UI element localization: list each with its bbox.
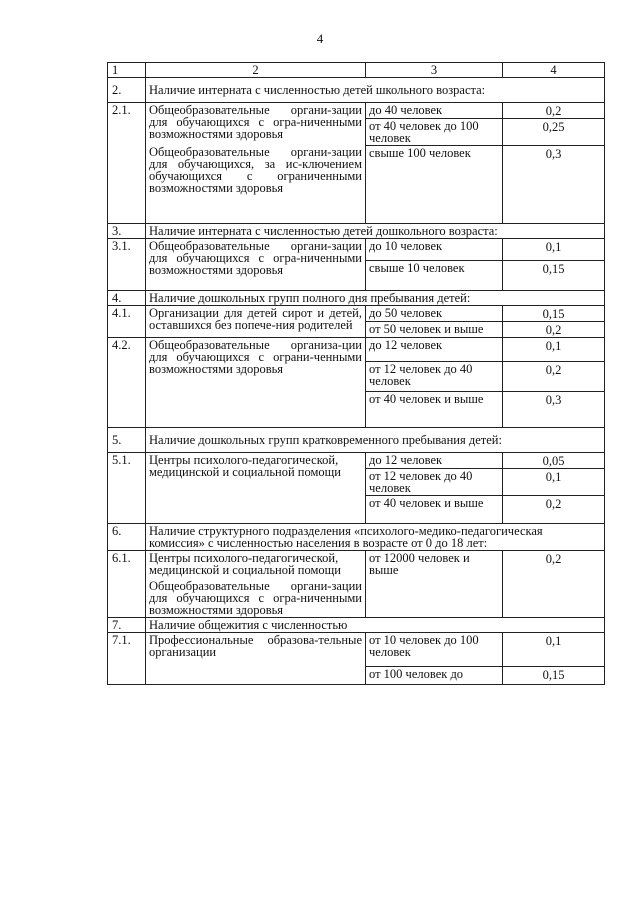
section-row — [108, 224, 605, 239]
value-cell: 0,15 — [503, 306, 605, 322]
value-cell: 0,25 — [503, 119, 605, 146]
value-cell: 0,1 — [503, 469, 605, 496]
section-row — [108, 618, 605, 633]
range-cell: от 10 человек до 100 человек — [366, 633, 503, 667]
header-cell: 4 — [503, 63, 605, 78]
section-number: 2. — [108, 78, 146, 103]
table-header-row — [108, 63, 605, 78]
table-row — [108, 338, 605, 362]
description-text: Общеобразовательные органи-зации для обучающихся с огра-ниченными возможностями здоровья — [149, 103, 362, 141]
range-cell: от 100 человек до — [366, 667, 503, 685]
row-description: Общеобразовательные организа-ции для обучающихся с ограни-ченными возможностями здоровья — [146, 338, 366, 428]
row-number: 5.1. — [108, 453, 146, 524]
header-cell: 2 — [146, 63, 366, 78]
header-cell: 1 — [108, 63, 146, 78]
section-row — [108, 291, 605, 306]
header-cell: 3 — [366, 63, 503, 78]
section-number: 3. — [108, 224, 146, 239]
range-cell: до 12 человек — [366, 338, 503, 362]
range-cell: свыше 10 человек — [366, 261, 503, 291]
row-description: Организации для детей сирот и детей, оставшихся без попече-ния родителей — [146, 306, 366, 338]
table-row — [108, 306, 605, 322]
row-description: Общеобразовательные органи-зации для обучающихся с огра-ниченными возможностями здоровья — [146, 239, 366, 291]
value-cell: 0,2 — [503, 362, 605, 392]
section-title: Наличие интерната с численностью детей школьного возраста: — [146, 78, 605, 103]
description-text: Центры психолого-педагогической, медицинской и социальной помощи — [149, 551, 341, 577]
value-cell: 0,2 — [503, 103, 605, 119]
section-title: Наличие дошкольных групп полного дня пребывания детей: — [146, 291, 605, 306]
value-cell: 0,15 — [503, 261, 605, 291]
section-row — [108, 524, 605, 551]
description-text: Общеобразовательные органи-зации для обучающихся, за ис-ключением обучающихся с ограниченными возможностями здоровья — [149, 145, 362, 195]
value-cell: 0,3 — [503, 392, 605, 428]
row-number: 3.1. — [108, 239, 146, 291]
range-cell: от 12 человек до 40 человек — [366, 362, 503, 392]
range-cell: от 50 человек и выше — [366, 322, 503, 338]
section-row — [108, 428, 605, 453]
table-row — [108, 551, 605, 618]
range-cell: от 12 человек до 40 человек — [366, 469, 503, 496]
row-number: 2.1. — [108, 103, 146, 224]
section-number: 4. — [108, 291, 146, 306]
range-cell: до 12 человек — [366, 453, 503, 469]
row-description — [146, 551, 366, 618]
value-cell: 0,3 — [503, 146, 605, 224]
range-cell: от 40 человек до 100 человек — [366, 119, 503, 146]
value-cell: 0,2 — [503, 322, 605, 338]
row-description — [146, 103, 366, 224]
table-row — [108, 103, 605, 119]
range-cell: до 10 человек — [366, 239, 503, 261]
norms-table — [107, 62, 605, 685]
table-row — [108, 453, 605, 469]
range-cell: до 50 человек — [366, 306, 503, 322]
row-number: 7.1. — [108, 633, 146, 685]
page-number: 4 — [316, 31, 324, 46]
description-text: Общеобразовательные органи-зации для обучающихся с огра-ниченными возможностями здоровья — [149, 579, 362, 617]
row-number: 6.1. — [108, 551, 146, 618]
table-row — [108, 633, 605, 667]
value-cell: 0,1 — [503, 239, 605, 261]
section-title: Наличие интерната с численностью детей дошкольного возраста: — [146, 224, 605, 239]
range-cell: до 40 человек — [366, 103, 503, 119]
value-cell: 0,1 — [503, 338, 605, 362]
table-row — [108, 239, 605, 261]
range-cell: от 40 человек и выше — [366, 496, 503, 524]
value-cell: 0,1 — [503, 633, 605, 667]
value-cell: 0,2 — [503, 551, 605, 618]
section-title: Наличие общежития с численностью — [146, 618, 605, 633]
section-title: Наличие структурного подразделения «психолого-медико-педагогическая комиссия» с численностью населения в возрасте от 0 до 18 лет: — [146, 524, 605, 551]
row-description: Профессиональные образова-тельные организации — [146, 633, 366, 685]
row-description: Центры психолого-педагогической, медицинской и социальной помощи — [146, 453, 366, 524]
row-number: 4.2. — [108, 338, 146, 428]
section-number: 6. — [108, 524, 146, 551]
row-number: 4.1. — [108, 306, 146, 338]
section-row — [108, 78, 605, 103]
section-number: 7. — [108, 618, 146, 633]
section-number: 5. — [108, 428, 146, 453]
range-cell: свыше 100 человек — [366, 146, 503, 224]
range-cell: от 12000 человек и выше — [366, 551, 503, 618]
section-title: Наличие дошкольных групп кратковременного пребывания детей: — [146, 428, 605, 453]
value-cell: 0,05 — [503, 453, 605, 469]
value-cell: 0,2 — [503, 496, 605, 524]
value-cell: 0,15 — [503, 667, 605, 685]
range-cell: от 40 человек и выше — [366, 392, 503, 428]
